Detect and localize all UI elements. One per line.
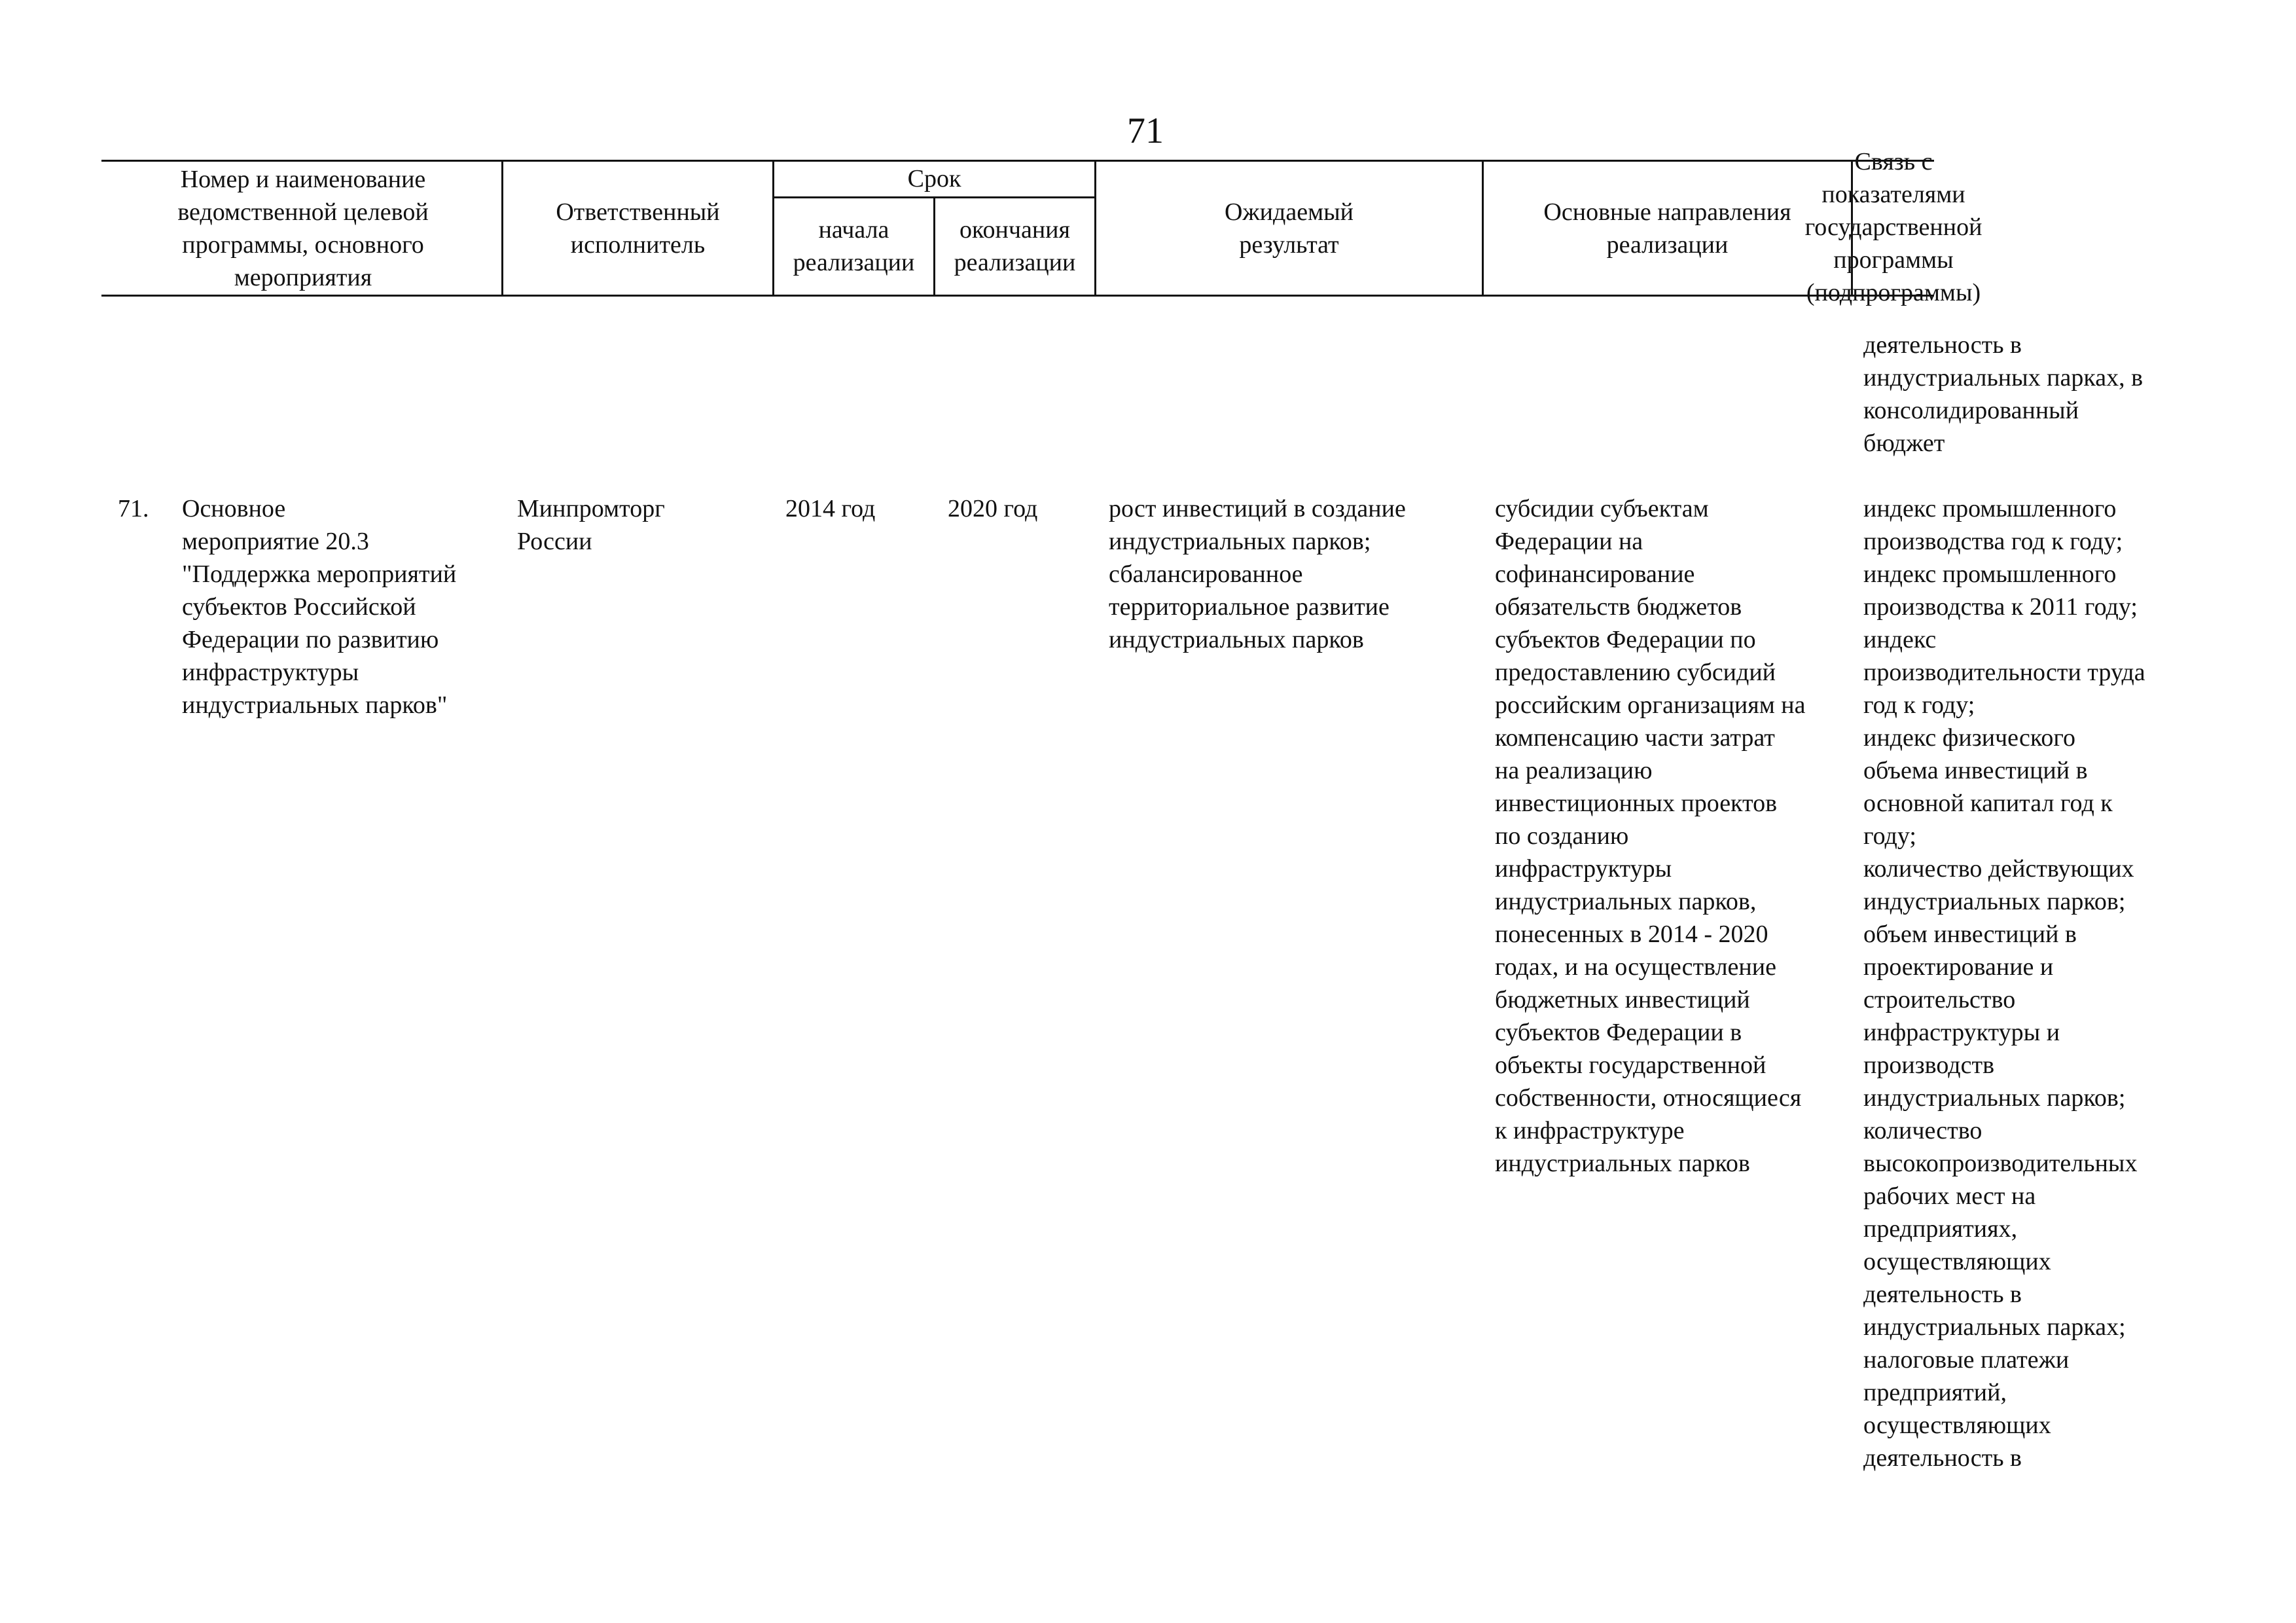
row-result: рост инвестиций в создание индустриальных парков; сбалансированное территориальное развитие индустриальных парков <box>1109 495 1406 653</box>
row-end: 2020 год <box>948 495 1038 522</box>
header-executor: Ответственный исполнитель <box>556 198 720 259</box>
row-start: 2014 год <box>785 495 876 522</box>
row-program: Основное мероприятие 20.3 "Поддержка мероприятий субъектов Российской Федерации по развитию инфраструктуры индустриальных парков" <box>182 495 457 719</box>
header-term: Срок <box>907 165 961 192</box>
page-number: 71 <box>1127 111 1164 151</box>
continuation-indicators: деятельность в индустриальных парках, в консолидированный бюджет <box>1863 331 2144 457</box>
row-number: 71. <box>118 495 149 522</box>
header-program: Номер и наименование ведомственной целевой программы, основного мероприятия <box>177 166 429 291</box>
header-term-start: начала реализации <box>793 216 915 276</box>
header-indicators: Связь с показателями государственной программы (подпрограммы) <box>1804 148 1982 306</box>
row-executor: Минпромторг России <box>517 495 665 555</box>
header-result: Ожидаемый результат <box>1224 198 1354 259</box>
row-indicators: индекс промышленного производства год к году; индекс промышленного производства к 2011 году; индекс производительности труда год к году; индекс физического объема инвестиций в основной капитал год к году; количество действующих индустриальных парков; объем инвестиций в проектирование и строительство инфраструктуры и производств индустриальных парков; количество высокопроизводительных рабочих мест на предприятиях, осуществляющих деятельность в индустриальных парках; налоговые платежи предприятий, осуществляющих деятельность в <box>1863 495 2145 1472</box>
header-term-end: окончания реализации <box>954 216 1076 276</box>
header-bottom-rule <box>101 295 1934 297</box>
row-directions: субсидии субъектам Федерации на софинансирование обязательств бюджетов субъектов Федерации по предоставлению субсидий российским организациям на компенсацию части затрат на реализацию инвестиционных проектов по созданию инфраструктуры индустриальных парков, понесенных в 2014 - 2020 годах, и на осуществление бюджетных инвестиций субъектов Федерации в объекты государственной собственности, относящиеся к инфраструктуре индустриальных парков <box>1495 495 1806 1177</box>
header-directions: Основные направления реализации <box>1543 198 1791 259</box>
